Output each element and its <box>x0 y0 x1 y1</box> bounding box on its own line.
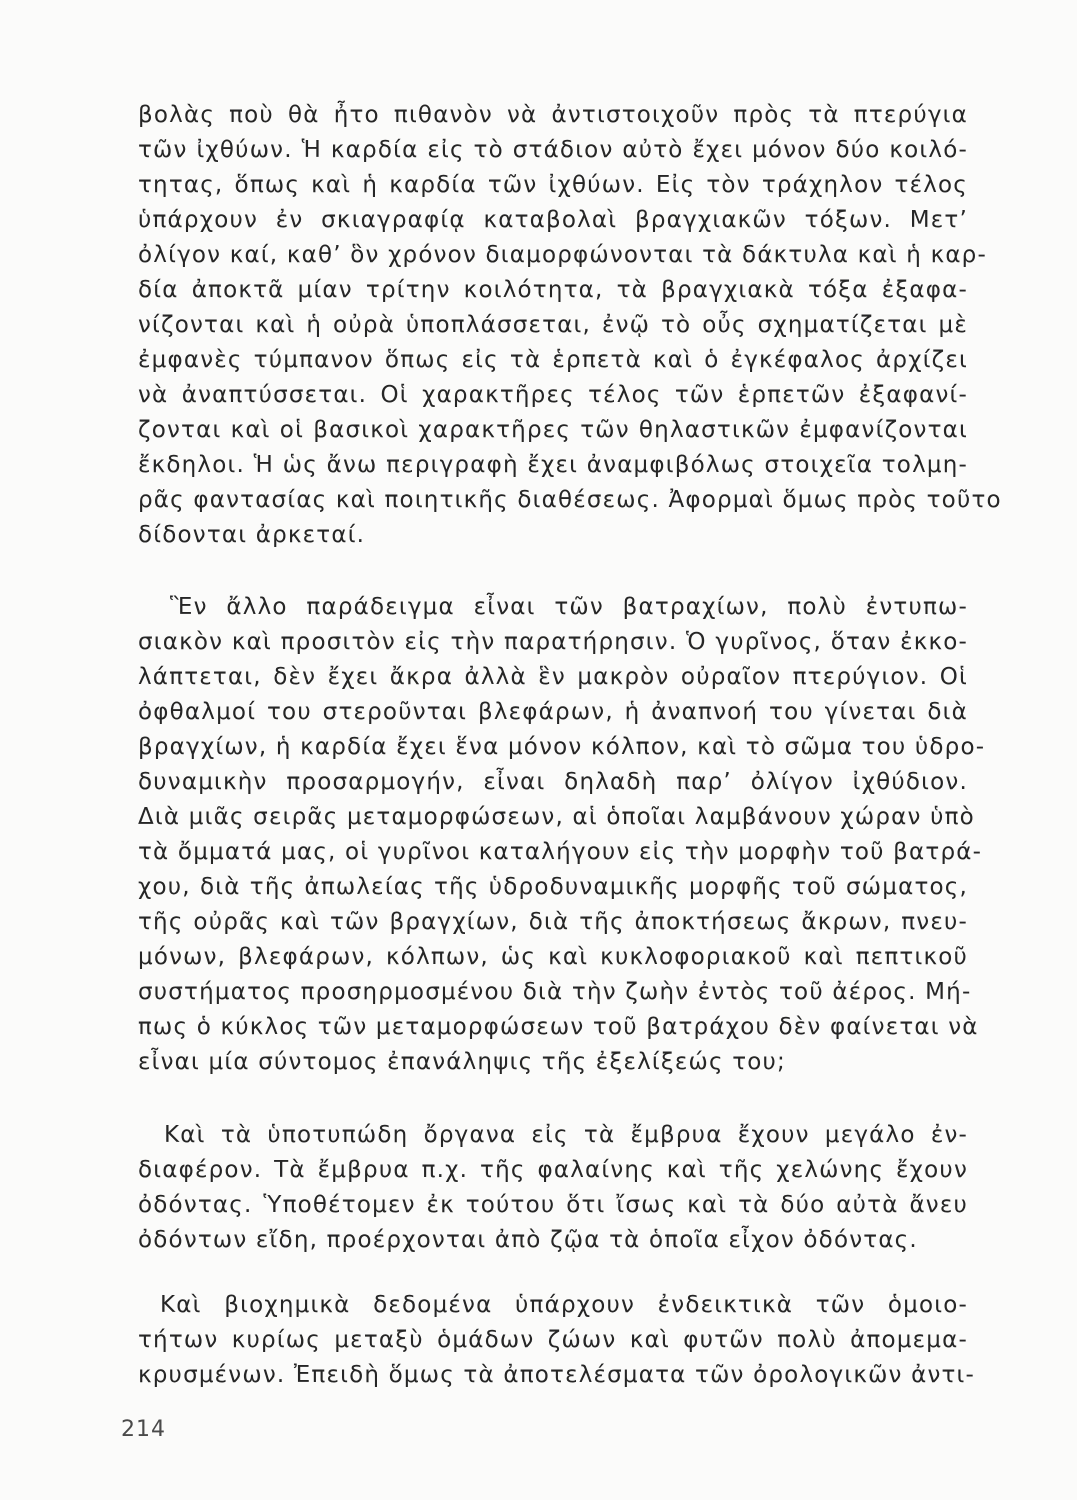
text-line: συστήματος προσηρμοσμένου διὰ τὴν ζωὴν ἐντὸς τοῦ ἀέρος. Μή- <box>138 979 972 1005</box>
text-line: χου, διὰ τῆς ἀπωλείας τῆς ὑδροδυναμικῆς μορφῆς τοῦ σώματος, <box>138 874 968 900</box>
text-line: τῆς οὐρᾶς καὶ τῶν βραγχίων, διὰ τῆς ἀποκτήσεως ἄκρων, πνευ- <box>138 909 968 935</box>
text-line: Ἓν ἄλλο παράδειγμα εἶναι τῶν βατραχίων, πολὺ ἐντυπω- <box>170 594 968 620</box>
text-line: ὀδόντων εἴδη, προέρχονται ἀπὸ ζῷα τὰ ὁποῖα εἶχον ὀδόντας. <box>138 1227 918 1253</box>
text-line: τῶν ἰχθύων. Ἡ καρδία εἰς τὸ στάδιον αὐτὸ ἔχει μόνον δύο κοιλό- <box>138 137 968 163</box>
text-line: διαφέρον. Τὰ ἔμβρυα π.χ. τῆς φαλαίνης καὶ τῆς χελώνης ἔχουν <box>138 1157 968 1183</box>
page-number: 214 <box>121 1417 166 1442</box>
text-line: νὰ ἀναπτύσσεται. Οἱ χαρακτῆρες τέλος τῶν ἑρπετῶν ἐξαφανί- <box>138 382 968 408</box>
text-line: ὑπάρχουν ἐν σκιαγραφίᾳ καταβολαὶ βραγχιακῶν τόξων. Μετ’ <box>138 207 968 233</box>
text-line: Διὰ μιᾶς σειρᾶς μεταμορφώσεων, αἱ ὁποῖαι λαμβάνουν χώραν ὑπὸ <box>138 804 975 830</box>
text-line: τήτων κυρίως μεταξὺ ὁμάδων ζώων καὶ φυτῶν πολὺ ἀπομεμα- <box>138 1327 968 1353</box>
text-line: δίδονται ἀρκεταί. <box>138 522 366 548</box>
text-line: πως ὁ κύκλος τῶν μεταμορφώσεων τοῦ βατράχου δὲν φαίνεται νὰ <box>138 1014 979 1040</box>
text-line: νίζονται καὶ ἡ οὐρὰ ὑποπλάσσεται, ἐνῷ τὸ οὖς σχηματίζεται μὲ <box>138 312 968 338</box>
text-line: δυναμικὴν προσαρμογήν, εἶναι δηλαδὴ παρ’ ὀλίγον ἰχθύδιον. <box>138 769 968 795</box>
text-line: λάπτεται, δὲν ἔχει ἄκρα ἀλλὰ ἓν μακρὸν οὐραῖον πτερύγιον. Οἱ <box>138 664 968 690</box>
text-line: ἔκδηλοι. Ἡ ὡς ἄνω περιγραφὴ ἔχει ἀναμφιβόλως στοιχεῖα τολμη- <box>138 452 968 478</box>
text-line: ρᾶς φαντασίας καὶ ποιητικῆς διαθέσεως. Ἀφορμαὶ ὅμως πρὸς τοῦτο <box>138 487 1002 513</box>
text-line: τητας, ὅπως καὶ ἡ καρδία τῶν ἰχθύων. Εἰς τὸν τράχηλον τέλος <box>138 172 968 198</box>
text-line: δία ἀποκτᾶ μίαν τρίτην κοιλότητα, τὰ βραγχιακὰ τόξα ἐξαφα- <box>138 277 968 303</box>
text-line: κρυσμένων. Ἐπειδὴ ὅμως τὰ ἀποτελέσματα τῶν ὀρολογικῶν ἀντι- <box>138 1362 976 1388</box>
text-line: ὀφθαλμοί του στεροῦνται βλεφάρων, ἡ ἀναπνοή του γίνεται διὰ <box>138 699 968 725</box>
text-line: βραγχίων, ἡ καρδία ἔχει ἕνα μόνον κόλπον, καὶ τὸ σῶμα του ὑδρο- <box>138 734 986 760</box>
text-line: μόνων, βλεφάρων, κόλπων, ὡς καὶ κυκλοφοριακοῦ καὶ πεπτικοῦ <box>138 944 968 970</box>
text-line: τὰ ὄμματά μας, οἱ γυρῖνοι καταλήγουν εἰς τὴν μορφὴν τοῦ βατρά- <box>138 839 983 865</box>
text-line: ἐμφανὲς τύμπανον ὅπως εἰς τὰ ἑρπετὰ καὶ ὁ ἐγκέφαλος ἀρχίζει <box>138 347 968 373</box>
text-line: βολὰς ποὺ θὰ ἦτο πιθανὸν νὰ ἀντιστοιχοῦν πρὸς τὰ πτερύγια <box>138 102 968 128</box>
text-line: ὀδόντας. Ὑποθέτομεν ἐκ τούτου ὅτι ἴσως καὶ τὰ δύο αὐτὰ ἄνευ <box>138 1192 968 1218</box>
text-line: ὀλίγον καί, καθ’ ὃν χρόνον διαμορφώνονται τὰ δάκτυλα καὶ ἡ καρ- <box>138 242 987 268</box>
text-line: Καὶ βιοχημικὰ δεδομένα ὑπάρχουν ἐνδεικτικὰ τῶν ὁμοιο- <box>160 1292 968 1318</box>
text-line: σιακὸν καὶ προσιτὸν εἰς τὴν παρατήρησιν. Ὁ γυρῖνος, ὅταν ἐκκο- <box>138 629 968 655</box>
text-line: Καὶ τὰ ὑποτυπώδη ὄργανα εἰς τὰ ἔμβρυα ἔχουν μεγάλο ἐν- <box>164 1122 968 1148</box>
text-line: ζονται καὶ οἱ βασικοὶ χαρακτῆρες τῶν θηλαστικῶν ἐμφανίζονται <box>138 417 968 443</box>
text-line: εἶναι μία σύντομος ἐπανάληψις τῆς ἐξελίξεώς του; <box>138 1049 786 1075</box>
